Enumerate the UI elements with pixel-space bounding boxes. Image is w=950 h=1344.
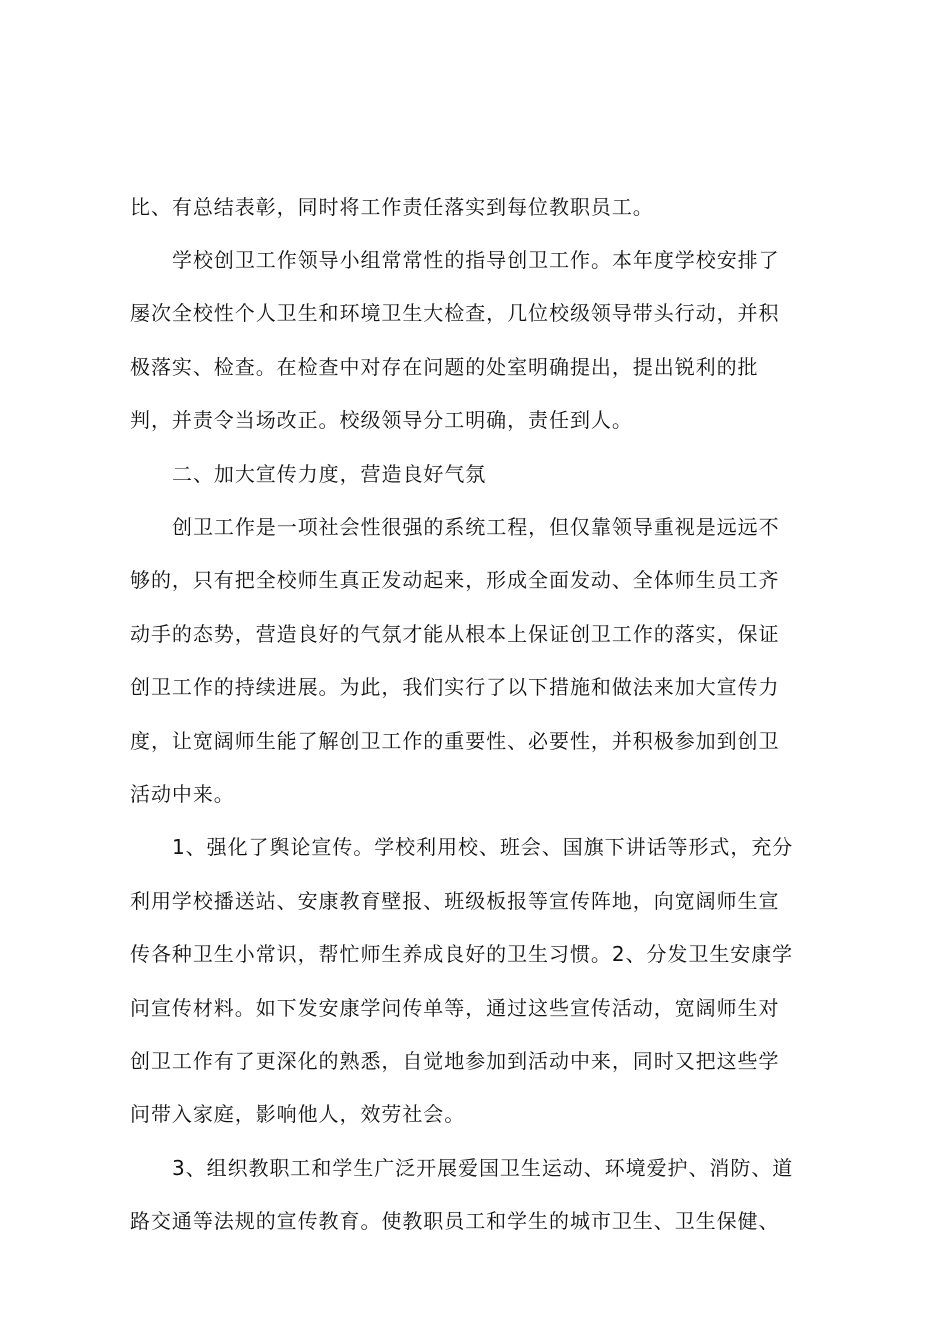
paragraph-line: 3、组织教职工和学生广泛开展爱国卫生运动、环境爱护、消防、道 [172,1156,794,1180]
paragraph-line: 度，让宽阔师生能了解创卫工作的重要性、必要性，并积极参加到创卫 [130,729,780,753]
paragraph-line: 1、强化了舆论宣传。学校利用校、班会、国旗下讲话等形式，充分 [172,835,794,859]
paragraph-line: 学校创卫工作领导小组常常性的指导创卫工作。本年度学校安排了 [172,248,780,272]
paragraph-line: 创卫工作是一项社会性很强的系统工程，但仅靠领导重视是远远不 [172,515,780,539]
paragraph-line: 利用学校播送站、安康教育壁报、班级板报等宣传阵地，向宽阔师生宣 [130,889,780,913]
paragraph-line: 活动中来。 [130,782,235,806]
paragraph-line: 比、有总结表彰，同时将工作责任落实到每位教职员工。 [130,195,654,219]
paragraph-line: 传各种卫生小常识，帮忙师生养成良好的卫生习惯。2、分发卫生安康学 [130,942,794,966]
section-heading: 二、加大宣传力度，营造良好气氛 [172,462,487,486]
paragraph-line: 判，并责令当场改正。校级领导分工明确，责任到人。 [130,408,633,432]
paragraph-line: 动手的态势，营造良好的气氛才能从根本上保证创卫工作的落实，保证 [130,622,780,646]
paragraph-line: 屡次全校性个人卫生和环境卫生大检查，几位校级领导带头行动，并积 [130,301,780,325]
paragraph-line: 问带入家庭，影响他人，效劳社会。 [130,1102,466,1126]
paragraph-line: 极落实、检查。在检查中对存在问题的处室明确提出，提出锐利的批 [130,355,759,379]
paragraph-line: 创卫工作有了更深化的熟悉，自觉地参加到活动中来，同时又把这些学 [130,1049,780,1073]
paragraph-line: 问宣传材料。如下发安康学问传单等，通过这些宣传活动，宽阔师生对 [130,996,780,1020]
paragraph-line: 够的，只有把全校师生真正发动起来，形成全面发动、全体师生员工齐 [130,568,780,592]
paragraph-line: 路交通等法规的宣传教育。使教职员工和学生的城市卫生、卫生保健、 [130,1209,780,1233]
paragraph-line: 创卫工作的持续进展。为此，我们实行了以下措施和做法来加大宣传力 [130,675,780,699]
